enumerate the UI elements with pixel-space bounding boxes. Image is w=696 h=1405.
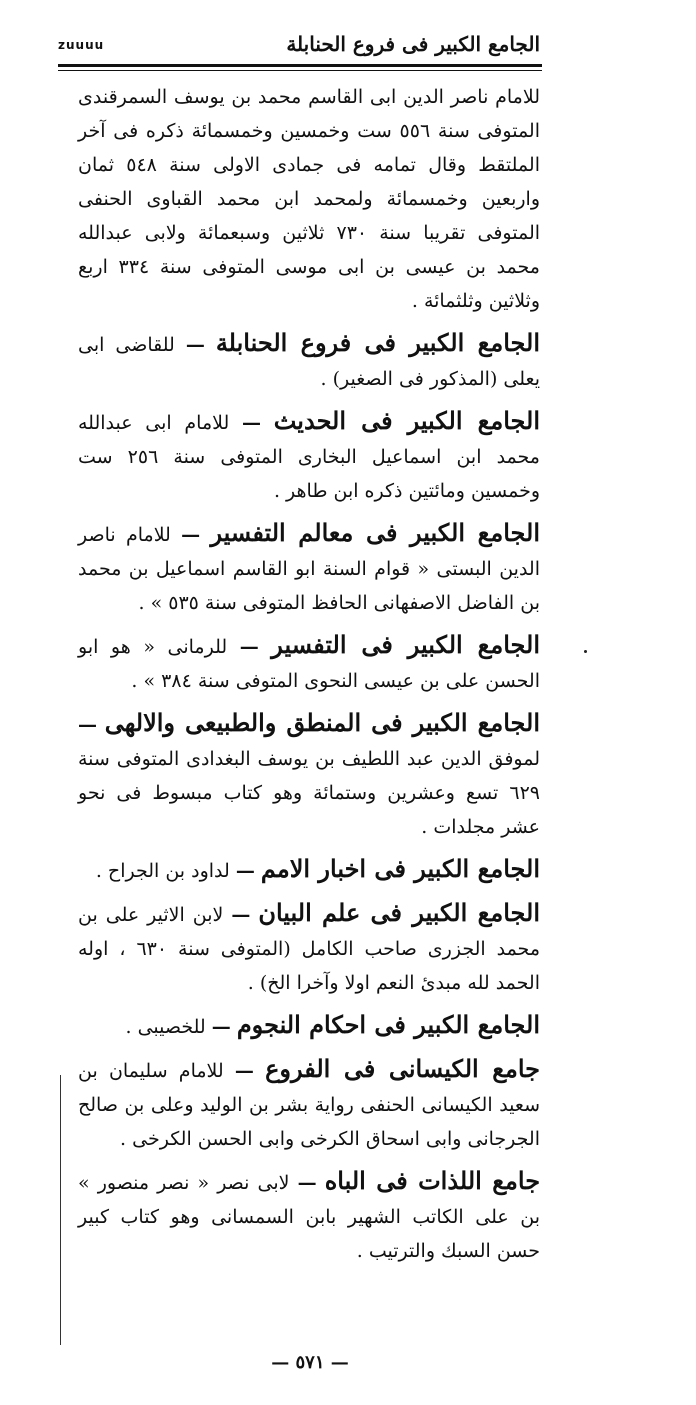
header-rule-thin: [58, 70, 542, 71]
entry: [78, 1052, 540, 1156]
entry-heading: الجامع الكبير فى احكام النجوم: [236, 1010, 540, 1039]
entry: [78, 404, 540, 508]
running-header: [58, 30, 540, 66]
entry-heading: الجامع الكبير فى علم البيان: [258, 898, 540, 927]
entry: [78, 628, 540, 698]
entry: [78, 516, 540, 620]
entry-text: للرمانى « هو ابو الحسن على بن عيسى النحوى المتوفى سنة ٣٨٤ » .: [78, 636, 540, 692]
page-number: — ٥٧١ —: [271, 1352, 349, 1373]
entry-dash: —: [242, 412, 261, 434]
entry-heading: الجامع الكبير فى فروع الحنابلة: [215, 328, 540, 357]
ink-speck: [584, 650, 587, 653]
entry-text: لابن الاثير على بن محمد الجزرى صاحب الكامل (المتوفى سنة ٦٣٠ ، اوله الحمد لله مبدئ النعم اولا وآخرا الخ) .: [78, 904, 540, 994]
entry: [78, 896, 540, 1000]
entry: [78, 852, 540, 888]
entry-dash: —: [211, 1016, 231, 1038]
entry: [78, 1164, 540, 1268]
entry-heading: جامع اللذات فى الباه: [324, 1166, 541, 1195]
entry-dash: —: [231, 904, 251, 926]
entry-heading: الجامع الكبير فى الحديث: [273, 406, 540, 435]
entry-dash: —: [185, 334, 205, 356]
header-mark: zuuuu: [58, 38, 105, 52]
entry-dash: —: [297, 1172, 317, 1194]
entry-dash: —: [239, 636, 259, 658]
entry-heading: جامع الكيسانى فى الفروع: [265, 1054, 541, 1083]
header-rule-thick: [58, 64, 542, 67]
entry-text: للامام ناصر الدين البستى « قوام السنة ابو القاسم اسماعيل بن محمد بن الفاضل الاصفهانى الحافظ المتوفى سنة ٥٣٥ » .: [78, 524, 540, 614]
entry-heading: الجامع الكبير فى معالم التفسير: [210, 518, 540, 547]
entry-dash: —: [235, 860, 255, 882]
entry-text: لموفق الدين عبد اللطيف بن يوسف البغدادى المتوفى سنة ٦٢٩ تسع وعشرين وستمائة وهو كتاب مبسوط فى نحو عشر مجلدات .: [78, 748, 540, 838]
entry-text: لابى نصر « نصر منصور » بن على الكاتب الشهير بابن السمسانى وهو كتاب كبير حسن السبك والترتيب .: [78, 1172, 540, 1262]
entry-text: للامام ناصر الدين ابى القاسم محمد بن يوسف السمرقندى المتوفى سنة ٥٥٦ ست وخمسين وخمسمائة ذكره فى آخر الملتقط وقال تمامه فى جمادى الاولى سنة ٥٤٨ ثمان واربعين وخمسمائة ولمحمد ابن محمد القباوى الحنفى المتوفى تقريبا سنة ٧٣٠ ثلاثين وسبعمائة ولابى عبدالله محمد بن عيسى بن ابى موسى المتوفى سنة ٣٣٤ اربع وثلاثين وثلثمائة .: [78, 86, 541, 312]
entry-text: للامام سليمان بن سعيد الكيسانى الحنفى رواية بشر بن الوليد وعلى بن صالح الجرجانى وابى اسحاق الكرخى وابى الحسن الكرخى .: [78, 1060, 540, 1150]
entry-text: لداود بن الجراح .: [95, 860, 230, 882]
entry-heading: الجامع الكبير فى اخبار الامم: [260, 854, 540, 883]
entries-column: [78, 80, 540, 1276]
entry-dash: —: [181, 524, 201, 546]
running-title: الجامع الكبير فى فروع الحنابلة: [286, 32, 540, 56]
entry-dash: —: [78, 714, 97, 736]
margin-line: [60, 1075, 61, 1345]
entry-heading: الجامع الكبير فى المنطق والطبيعى والالهى: [104, 708, 540, 737]
entry: [78, 326, 540, 396]
entry-text: للخصيبى .: [125, 1016, 206, 1038]
entry: [78, 80, 540, 318]
entry-text: للقاضى ابى يعلى (المذكور فى الصغير) .: [78, 334, 540, 390]
entry-text: للامام ابى عبدالله محمد ابن اسماعيل البخارى المتوفى سنة ٢٥٦ ست وخمسين ومائتين ذكره ابن طاهر .: [78, 412, 540, 502]
entry-heading: الجامع الكبير فى التفسير: [271, 630, 540, 659]
entry-dash: —: [234, 1060, 254, 1082]
entry: [78, 706, 540, 844]
entry: [78, 1008, 540, 1044]
